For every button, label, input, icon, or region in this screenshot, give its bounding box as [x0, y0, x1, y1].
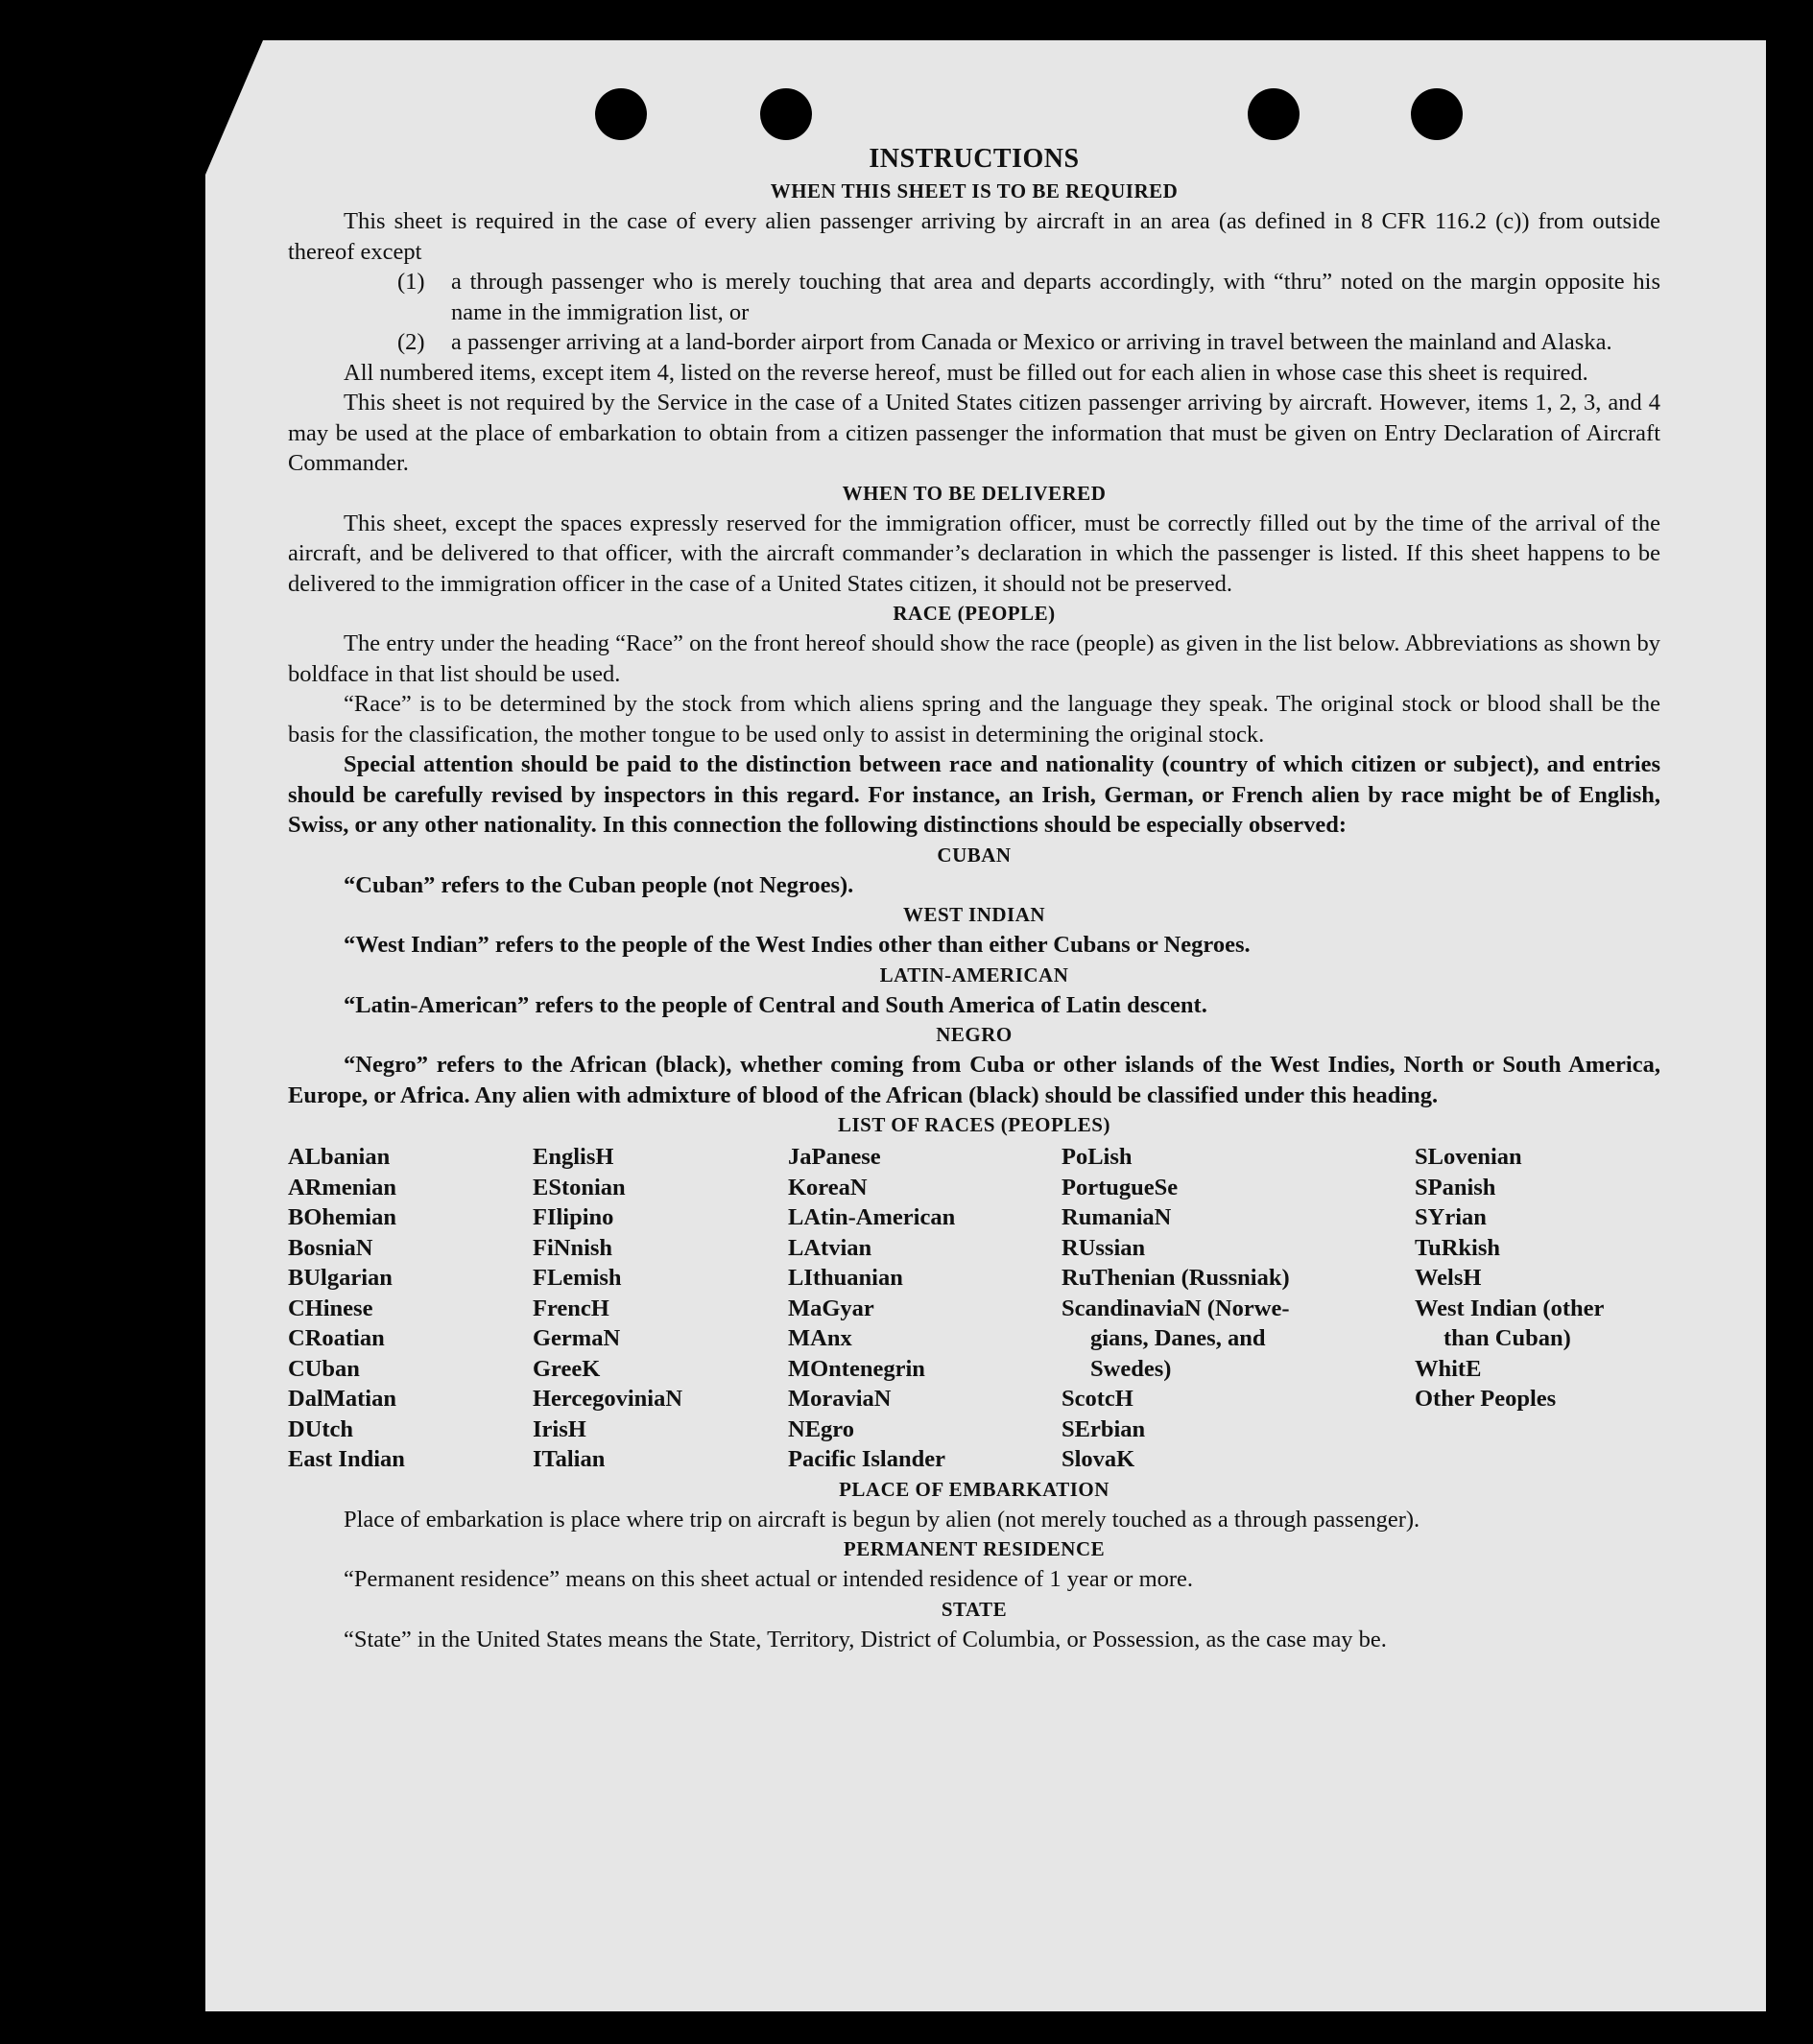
item-number: (1): [397, 269, 425, 295]
item-text: a through passenger who is merely touching that area and departs accordingly, with “thru” noted on the margin opposite his name in the immigration list, or: [451, 269, 1660, 325]
races-column: [288, 1142, 533, 1475]
paragraph: “State” in the United States means the State, Territory, District of Columbia, or Possession, as the case may be.: [344, 1626, 1387, 1652]
paragraph: This sheet is required in the case of every alien passenger arriving by aircraft in an area (as defined in 8 CFR 116.2 (c)) from outside thereof except: [288, 208, 1660, 265]
race-entry: ALbanian: [288, 1144, 391, 1170]
section-heading: LIST OF RACES (PEOPLES): [838, 1113, 1110, 1136]
race-entry: SLovenian: [1415, 1144, 1522, 1170]
punch-hole: [760, 88, 812, 140]
race-entry: NEgro: [788, 1415, 854, 1442]
paragraph: All numbered items, except item 4, listed on the reverse hereof, must be filled out for each alien in whose case this sheet is required.: [344, 359, 1588, 386]
race-entry: EStonian: [533, 1174, 626, 1200]
paragraph: “Cuban” refers to the Cuban people (not Negroes).: [344, 871, 854, 898]
race-entry: SYrian: [1415, 1204, 1487, 1230]
race-entry: East Indian: [288, 1446, 405, 1472]
section-heading: PERMANENT RESIDENCE: [843, 1537, 1106, 1560]
race-entry: TuRkish: [1415, 1234, 1501, 1261]
race-entry: SErbian: [1062, 1415, 1146, 1442]
race-entry: MOntenegrin: [788, 1355, 925, 1382]
race-entry: ARmenian: [288, 1174, 396, 1200]
paragraph: “Latin-American” refers to the people of Central and South America of Latin descent.: [344, 991, 1207, 1018]
race-entry: BUlgarian: [288, 1265, 393, 1291]
race-entry: BosniaN: [288, 1234, 373, 1261]
paragraph: “Race” is to be determined by the stock from which aliens spring and the language they speak. The original stock or blood shall be the basis for the classification, the mother tongue to be used only to assist in determining the original stock.: [288, 691, 1660, 748]
race-entry: SPanish: [1415, 1174, 1496, 1200]
race-entry: JaPanese: [788, 1144, 881, 1170]
paragraph: “Negro” refers to the African (black), whether coming from Cuba or other islands of the West Indies, North or South America, Europe, or Africa. Any alien with admixture of blood of the African (black) should be classified under this heading.: [288, 1052, 1660, 1108]
paragraph: The entry under the heading “Race” on the front hereof should show the race (people) as given in the list below. Abbreviations as shown by boldface in that list should be used.: [288, 630, 1660, 687]
race-entry: FrencH: [533, 1295, 609, 1321]
races-column: [1062, 1142, 1415, 1475]
race-entry-continued: than Cuban): [1443, 1325, 1571, 1351]
paragraph: This sheet is not required by the Service in the case of a United States citizen passenger arriving by aircraft. However, items 1, 2, 3, and 4 may be used at the place of embarkation to obtain from a citizen passenger the information that must be given on Entry Declaration of Aircraft Commander.: [288, 390, 1660, 476]
race-entry: FLemish: [533, 1265, 622, 1291]
section-heading: RACE (PEOPLE): [893, 602, 1056, 625]
race-entry: IrisH: [533, 1415, 586, 1442]
punch-hole: [595, 88, 647, 140]
race-entry: RuThenian (Russniak): [1062, 1265, 1290, 1291]
paragraph: This sheet, except the spaces expressly reserved for the immigration officer, must be correctly filled out by the time of the arrival of the aircraft, and be delivered to that officer, with the aircraft commander’s declaration in which the passenger is listed. If this sheet happens to be delivered to the immigration officer in the case of a United States citizen, it should not be preserved.: [288, 510, 1660, 597]
section-heading: STATE: [941, 1597, 1008, 1621]
section-heading: WEST INDIAN: [902, 903, 1046, 926]
instructions-content: [288, 142, 1660, 1654]
race-entry: KoreaN: [788, 1174, 868, 1200]
numbered-item: [288, 267, 1660, 327]
race-entry: CUban: [288, 1355, 360, 1382]
races-column: [533, 1142, 788, 1475]
item-text: a passenger arriving at a land-border airport from Canada or Mexico or arriving in travel between the mainland and Alaska.: [451, 329, 1612, 355]
race-entry: WhitE: [1415, 1355, 1482, 1382]
race-entry: West Indian (other: [1415, 1295, 1605, 1321]
race-entry: DUtch: [288, 1415, 354, 1442]
race-entry: CHinese: [288, 1295, 373, 1321]
race-entry: GermaN: [533, 1325, 621, 1351]
paragraph: “West Indian” refers to the people of the West Indies other than either Cubans or Negroes.: [344, 932, 1251, 958]
race-entry: LAtin-American: [788, 1204, 956, 1230]
race-entry: WelsH: [1415, 1265, 1482, 1291]
page-title: INSTRUCTIONS: [869, 144, 1080, 174]
section-heading: WHEN TO BE DELIVERED: [842, 481, 1107, 505]
punch-hole: [1411, 88, 1463, 140]
race-entry: ScandinaviaN (Norwe-: [1062, 1295, 1290, 1321]
races-list: [288, 1142, 1660, 1475]
race-entry: DalMatian: [288, 1386, 396, 1412]
race-entry: PoLish: [1062, 1144, 1133, 1170]
paragraph: Special attention should be paid to the distinction between race and nationality (country of which citizen or subject), and entries should be carefully revised by inspectors in this regard. For instance, an Irish, German, or French alien by race might be of English, Swiss, or any other nationality. In this connection the following distinctions should be especially observed:: [288, 751, 1660, 838]
numbered-item: [288, 327, 1660, 358]
section-heading: WHEN THIS SHEET IS TO BE REQUIRED: [770, 179, 1179, 202]
section-heading: NEGRO: [936, 1023, 1013, 1046]
section-heading: CUBAN: [937, 843, 1012, 867]
race-entry: Other Peoples: [1415, 1386, 1557, 1412]
race-entry: SlovaK: [1062, 1446, 1135, 1472]
punch-hole: [1248, 88, 1300, 140]
race-entry: MoraviaN: [788, 1386, 892, 1412]
race-entry: PortugueSe: [1062, 1174, 1179, 1200]
race-entry: MaGyar: [788, 1295, 874, 1321]
paragraph: Place of embarkation is place where trip on aircraft is begun by alien (not merely touched as a through passenger).: [344, 1506, 1420, 1533]
race-entry: FIlipino: [533, 1204, 614, 1230]
race-entry: RumaniaN: [1062, 1204, 1172, 1230]
section-heading: PLACE OF EMBARKATION: [839, 1477, 1109, 1501]
race-entry: ScotcH: [1062, 1386, 1133, 1412]
race-entry: RUssian: [1062, 1234, 1146, 1261]
race-entry-continued: Swedes): [1090, 1355, 1172, 1382]
race-entry: Pacific Islander: [788, 1446, 945, 1472]
race-entry: MAnx: [788, 1325, 852, 1351]
race-entry: FiNnish: [533, 1234, 613, 1261]
race-entry: HercegoviniaN: [533, 1386, 683, 1412]
races-column: [788, 1142, 1062, 1475]
item-number: (2): [397, 329, 425, 355]
paragraph: “Permanent residence” means on this sheet actual or intended residence of 1 year or more.: [344, 1566, 1194, 1592]
race-entry-continued: gians, Danes, and: [1090, 1325, 1266, 1351]
race-entry: ITalian: [533, 1446, 606, 1472]
race-entry: LAtvian: [788, 1234, 872, 1261]
races-column: [1415, 1142, 1660, 1475]
race-entry: BOhemian: [288, 1204, 396, 1230]
race-entry: EnglisH: [533, 1144, 614, 1170]
race-entry: GreeK: [533, 1355, 601, 1382]
section-heading: LATIN-AMERICAN: [879, 963, 1069, 986]
race-entry: CRoatian: [288, 1325, 385, 1351]
race-entry: LIthuanian: [788, 1265, 903, 1291]
